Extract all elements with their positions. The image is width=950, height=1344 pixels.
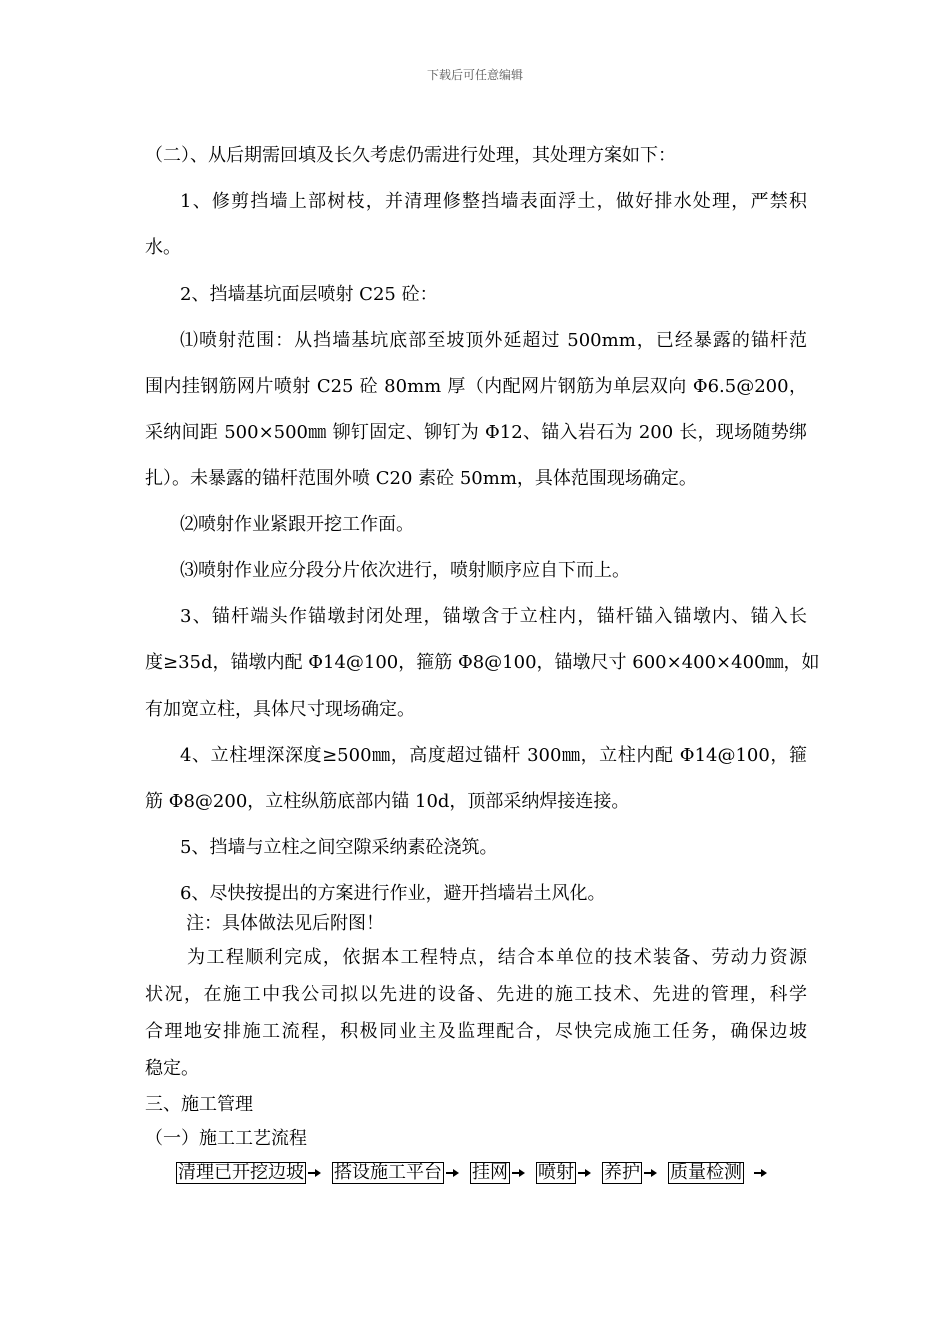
section-heading: 三、施工管理: [145, 1094, 253, 1115]
paragraph-line: 1、修剪挡墙上部树枝，并清理修整挡墙表面浮土，做好排水处理，严禁积: [180, 191, 807, 212]
paragraph-line: 筋 Φ8@200，立柱纵筋底部内锚 10d，顶部采纳焊接连接。: [145, 791, 630, 812]
paragraph-line: 稳定。: [145, 1058, 199, 1079]
paragraph-line: 5、挡墙与立柱之间空隙采纳素砼浇筑。: [180, 837, 498, 858]
paragraph-line: 2、挡墙基坑面层喷射 C25 砼：: [180, 284, 438, 305]
flow-step-cure: 养护: [604, 1162, 640, 1183]
arrow-right-icon: [644, 1168, 658, 1178]
note-line: 注：具体做法见后附图！: [186, 913, 384, 934]
section-heading: （二）、从后期需回填及长久考虑仍需进行处理，其处理方案如下：: [145, 145, 676, 166]
flow-step-hang-mesh: 挂网: [472, 1162, 508, 1183]
arrow-right-icon: [446, 1168, 460, 1178]
paragraph-line: ⑵喷射作业紧跟开挖工作面。: [180, 514, 414, 535]
paragraph-line: 4、立柱埋深深度≥500㎜，高度超过锚杆 300㎜，立柱内配 Φ14@100，箍: [180, 745, 807, 766]
paragraph-line: 状况，在施工中我公司拟以先进的设备、先进的施工技术、先进的管理，科学: [145, 984, 807, 1005]
paragraph-line: ⑶喷射作业应分段分片依次进行，喷射顺序应自下而上。: [180, 560, 630, 581]
flow-step-clear-slope: 清理已开挖边坡: [178, 1162, 304, 1183]
paragraph-line: 为工程顺利完成，依据本工程特点，结合本单位的技术装备、劳动力资源: [187, 947, 807, 968]
paragraph-line: 度≥35d，锚墩内配 Φ14@100，箍筋 Φ8@100，锚墩尺寸 600×400×400㎜，如: [145, 652, 820, 673]
paragraph-line: 扎）。未暴露的锚杆范围外喷 C20 素砼 50mm，具体范围现场确定。: [145, 468, 697, 489]
flow-step-spray: 喷射: [538, 1162, 574, 1183]
arrow-right-icon: [578, 1168, 592, 1178]
page-header: 下载后可任意编辑: [426, 68, 523, 82]
flow-step-erect-platform: 搭设施工平台: [334, 1162, 442, 1183]
process-flow: [176, 1161, 772, 1185]
paragraph-line: 水。: [145, 237, 181, 258]
arrow-right-icon: [754, 1168, 768, 1178]
paragraph-line: ⑴喷射范围：从挡墙基坑底部至坡顶外延超过 500mm，已经暴露的锚杆范: [180, 330, 807, 351]
subsection-heading: （一）施工工艺流程: [145, 1128, 307, 1149]
paragraph-line: 采纳间距 500×500㎜ 铆钉固定、铆钉为 Φ12、锚入岩石为 200 长，现场随势绑: [145, 422, 807, 443]
arrow-right-icon: [308, 1168, 322, 1178]
paragraph-line: 有加宽立柱，具体尺寸现场确定。: [145, 699, 415, 720]
paragraph-line: 3、锚杆端头作锚墩封闭处理，锚墩含于立柱内，锚杆锚入锚墩内、锚入长: [180, 606, 807, 627]
arrow-right-icon: [512, 1168, 526, 1178]
flow-step-quality-check: 质量检测: [670, 1162, 742, 1183]
paragraph-line: 围内挂钢筋网片喷射 C25 砼 80mm 厚（内配网片钢筋为单层双向 Φ6.5@200，: [145, 376, 807, 397]
paragraph-line: 合理地安排施工流程，积极同业主及监理配合，尽快完成施工任务，确保边坡: [145, 1021, 807, 1042]
paragraph-line: 6、尽快按提出的方案进行作业，避开挡墙岩土风化。: [180, 883, 606, 904]
